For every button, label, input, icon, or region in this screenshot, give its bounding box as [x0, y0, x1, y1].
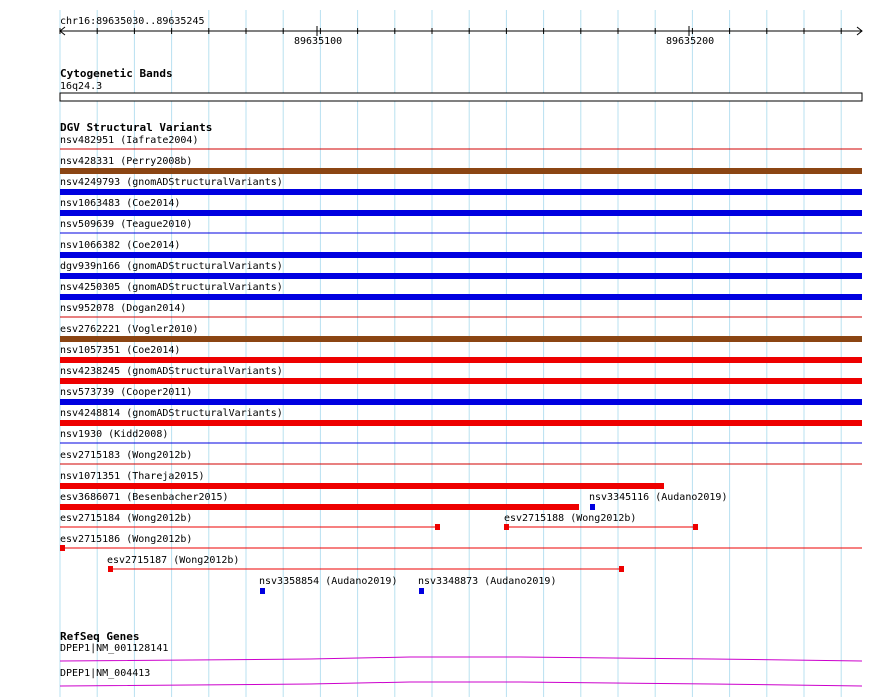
dgv-feature-bar	[60, 357, 862, 363]
dgv-feature-end-box	[108, 566, 113, 572]
dgv-feature-label[interactable]: nsv4248814 (gnomADStructuralVariants)	[60, 408, 283, 419]
track-title-refseq: RefSeq Genes	[60, 630, 140, 643]
track-title-dgv: DGV Structural Variants	[60, 121, 213, 134]
dgv-feature-box	[260, 588, 265, 594]
dgv-feature-label[interactable]: esv2715183 (Wong2012b)	[60, 450, 193, 461]
dgv-feature-label[interactable]: nsv1057351 (Coe2014)	[60, 345, 181, 356]
dgv-feature-label[interactable]: esv2715187 (Wong2012b)	[107, 555, 240, 566]
dgv-feature-bar	[60, 378, 862, 384]
dgv-feature-label[interactable]: nsv4250305 (gnomADStructuralVariants)	[60, 282, 283, 293]
dgv-feature-label[interactable]: esv2762221 (Vogler2010)	[60, 324, 199, 335]
dgv-feature-label[interactable]: nsv1930 (Kidd2008)	[60, 429, 169, 440]
dgv-feature-bar	[60, 189, 862, 195]
dgv-feature-label[interactable]: esv3686071 (Besenbacher2015)	[60, 492, 229, 503]
dgv-feature-label[interactable]: nsv952078 (Dogan2014)	[60, 303, 187, 314]
cytoband-label[interactable]: 16q24.3	[60, 81, 103, 92]
dgv-feature-label[interactable]: nsv4238245 (gnomADStructuralVariants)	[60, 366, 283, 377]
dgv-feature-bar	[60, 294, 862, 300]
ruler-tick-label: 89635100	[294, 36, 343, 47]
dgv-feature-label[interactable]: nsv4249793 (gnomADStructuralVariants)	[60, 177, 283, 188]
dgv-feature-box	[590, 504, 595, 510]
dgv-feature-bar	[60, 210, 862, 216]
dgv-feature-label[interactable]: nsv1063483 (Coe2014)	[60, 198, 181, 209]
dgv-feature-label[interactable]: esv2715188 (Wong2012b)	[504, 513, 637, 524]
dgv-feature-end-box	[693, 524, 698, 530]
gene-label[interactable]: DPEP1|NM_004413	[60, 668, 151, 679]
gene-model-line	[60, 657, 862, 661]
dgv-feature-end-box	[619, 566, 624, 572]
dgv-feature-bar	[60, 399, 862, 405]
dgv-feature-label[interactable]: nsv3345116 (Audano2019)	[589, 492, 728, 503]
dgv-feature-bar	[60, 273, 862, 279]
dgv-feature-label[interactable]: nsv573739 (Cooper2011)	[60, 387, 193, 398]
dgv-feature-bar	[60, 336, 862, 342]
dgv-feature-bar	[60, 420, 862, 426]
dgv-feature-label[interactable]: nsv1071351 (Thareja2015)	[60, 471, 205, 482]
gene-model-line	[60, 682, 862, 686]
dgv-feature-box	[419, 588, 424, 594]
dgv-feature-end-box	[435, 524, 440, 530]
dgv-feature-label[interactable]: nsv482951 (Iafrate2004)	[60, 135, 199, 146]
dgv-feature-label[interactable]: nsv509639 (Teague2010)	[60, 219, 193, 230]
dgv-feature-label[interactable]: nsv3358854 (Audano2019)	[259, 576, 398, 587]
dgv-feature-label[interactable]: nsv1066382 (Coe2014)	[60, 240, 181, 251]
dgv-feature-bar	[60, 252, 862, 258]
dgv-feature-label[interactable]: dgv939n166 (gnomADStructuralVariants)	[60, 261, 283, 272]
dgv-feature-label[interactable]: nsv3348873 (Audano2019)	[418, 576, 557, 587]
gene-label[interactable]: DPEP1|NM_001128141	[60, 643, 169, 654]
track-title-cytoband: Cytogenetic Bands	[60, 67, 173, 80]
dgv-feature-end-box	[60, 545, 65, 551]
dgv-feature-label[interactable]: esv2715184 (Wong2012b)	[60, 513, 193, 524]
dgv-feature-bar	[60, 483, 664, 489]
dgv-feature-label[interactable]: nsv428331 (Perry2008b)	[60, 156, 193, 167]
dgv-feature-bar	[60, 504, 579, 510]
dgv-feature-end-box	[504, 524, 509, 530]
dgv-feature-bar	[60, 168, 862, 174]
dgv-feature-label[interactable]: esv2715186 (Wong2012b)	[60, 534, 193, 545]
ruler-tick-label: 89635200	[666, 36, 715, 47]
region-label: chr16:89635030..89635245	[60, 16, 205, 27]
cytoband-bar	[60, 93, 862, 101]
